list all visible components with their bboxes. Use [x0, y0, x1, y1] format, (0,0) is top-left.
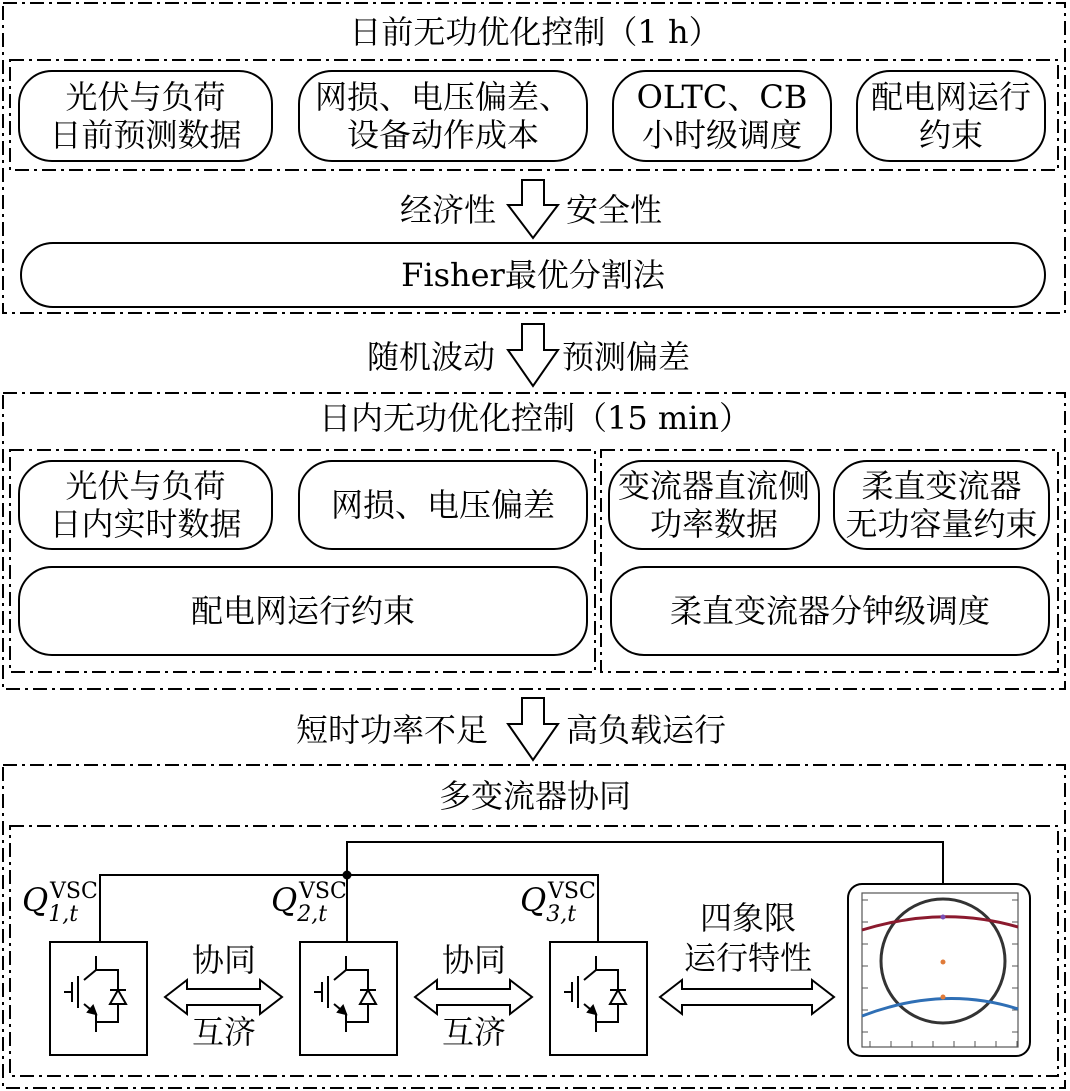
realtime-data-line1: 光伏与负荷: [65, 467, 226, 505]
grid-constraint-box: [856, 70, 1046, 162]
fisher-method-box: [20, 242, 1046, 308]
down-arrow-2: [508, 324, 558, 386]
forecast-data-box: [18, 70, 273, 162]
coop-label-2: 协同: [442, 941, 507, 979]
oltc-cb-box: [612, 70, 832, 162]
converter-box-2: [300, 942, 397, 1055]
economy-label: 经济性: [400, 191, 497, 229]
fisher-method-label: Fisher最优分割法: [401, 256, 665, 294]
reactive-capacity-box: [833, 460, 1050, 550]
quadrant-arrow: [660, 980, 834, 1014]
converter-3-subscript: 3,t: [546, 902, 577, 927]
day-ahead-title: 日前无功优化控制（1 h）: [349, 13, 721, 51]
mutual-aid-label-2: 互济: [442, 1013, 507, 1051]
power-shortage-label: 短时功率不足: [296, 711, 489, 749]
oltc-cb-line2: 小时级调度: [641, 116, 802, 154]
random-fluctuation-label: 随机波动: [367, 338, 496, 376]
safety-label: 安全性: [566, 191, 663, 229]
loss-cost-box: [298, 70, 588, 162]
intraday-grid-constraint-label: 配电网运行约束: [190, 592, 415, 630]
coop-label-1: 协同: [192, 941, 257, 979]
forecast-data-line1: 光伏与负荷: [65, 78, 226, 116]
realtime-data-box: [18, 460, 273, 550]
operating-characteristic-label: 运行特性: [684, 939, 813, 977]
minute-dispatch-box: [610, 566, 1050, 656]
coop-arrow-2: [415, 980, 532, 1014]
converter-3-superscript: VSC: [548, 879, 596, 904]
dc-power-box: [608, 460, 820, 550]
bottom-point: [941, 995, 946, 1000]
converter-1-subscript: 1,t: [48, 902, 79, 927]
center-point: [941, 960, 946, 965]
coop-arrow-1: [165, 980, 282, 1014]
high-load-label: 高负载运行: [566, 711, 727, 749]
multi-converter-title: 多变流器协同: [438, 777, 631, 815]
down-arrow-1: [508, 180, 558, 238]
converter-2-subscript: 2,t: [297, 902, 328, 927]
grid-constraint-line2: 约束: [918, 116, 983, 154]
converter-1-symbol: Q: [22, 881, 49, 919]
four-quadrant-label: 四象限: [700, 899, 797, 937]
loss-cost-line1: 网损、电压偏差、: [314, 78, 571, 116]
dc-power-line1: 变流器直流侧: [617, 467, 810, 505]
loss-voltage-label: 网损、电压偏差: [330, 486, 555, 524]
realtime-data-line2: 日内实时数据: [49, 505, 242, 543]
quadrant-plot: [862, 893, 1018, 1047]
converter-1-superscript: VSC: [50, 879, 98, 904]
forecast-error-label: 预测偏差: [562, 338, 691, 376]
forecast-data-line2: 日前预测数据: [49, 116, 242, 154]
grid-constraint-line1: 配电网运行: [870, 78, 1031, 116]
oltc-cb-line1: OLTC、CB: [636, 78, 808, 116]
bus-to-quadrant: [347, 842, 943, 884]
converter-box-1: [50, 942, 147, 1055]
dc-power-line2: 功率数据: [649, 505, 778, 543]
loss-cost-line2: 设备动作成本: [346, 116, 539, 154]
loss-voltage-box: [298, 460, 588, 550]
mutual-aid-label-1: 互济: [192, 1013, 257, 1051]
intraday-grid-constraint-box: [18, 566, 588, 656]
reactive-capacity-line1: 柔直变流器: [861, 467, 1022, 505]
intraday-title: 日内无功优化控制（15 min）: [318, 399, 752, 437]
minute-dispatch-label: 柔直变流器分钟级调度: [669, 592, 990, 630]
converter-2-symbol: Q: [271, 881, 298, 919]
down-arrow-3: [508, 698, 558, 760]
converter-box-3: [550, 942, 647, 1055]
converter-2-superscript: VSC: [299, 879, 347, 904]
reactive-capacity-line2: 无功容量约束: [845, 505, 1038, 543]
top-point: [941, 915, 946, 920]
converter-3-symbol: Q: [520, 881, 547, 919]
